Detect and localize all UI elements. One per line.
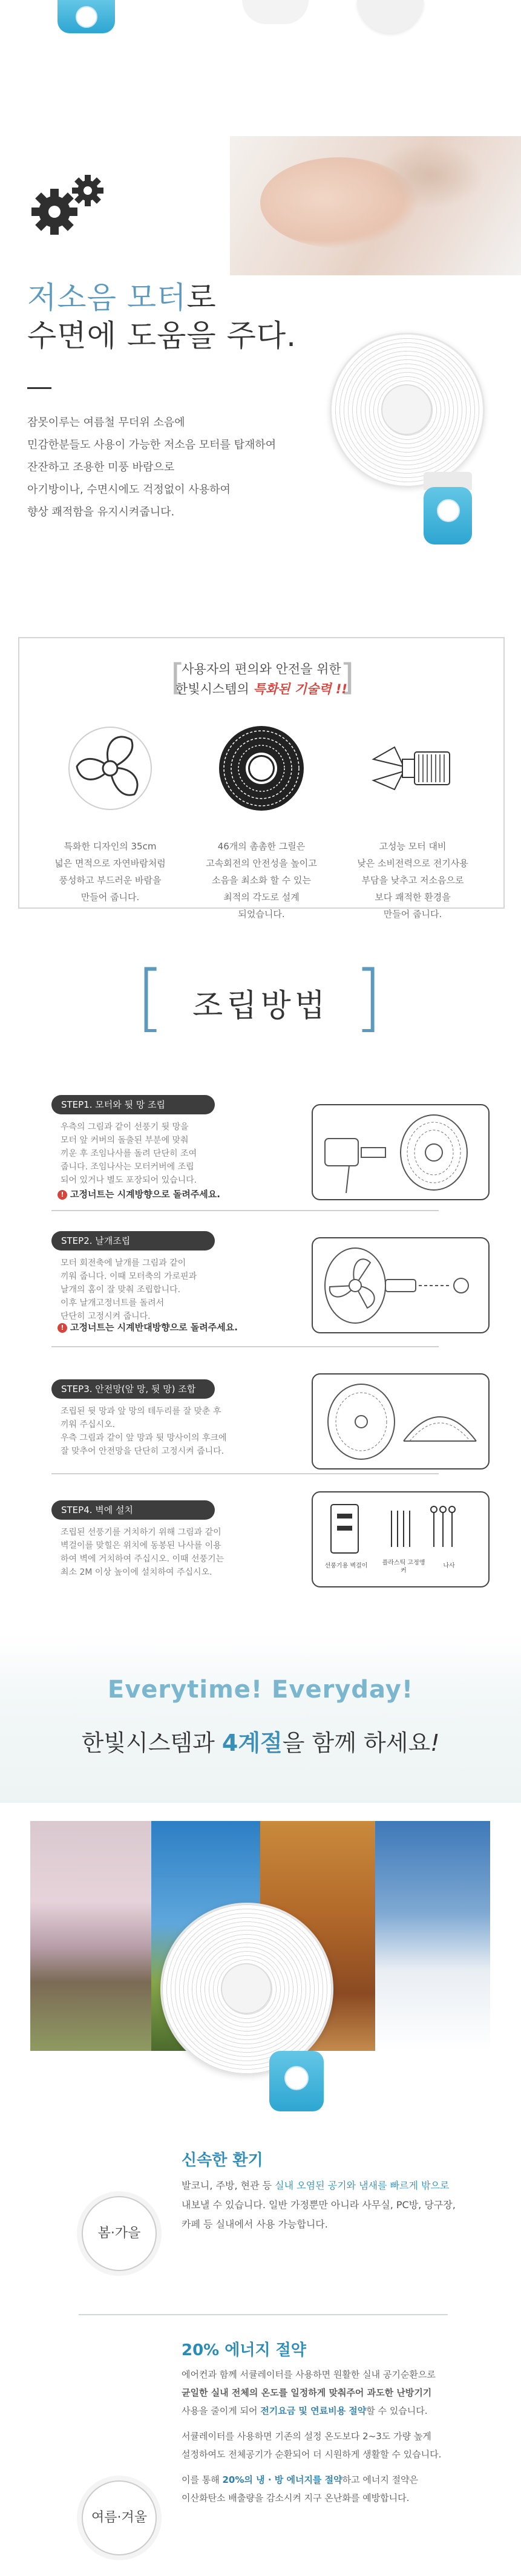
step4-text: 조립된 선풍기를 거치하기 위해 그림과 같이 벽걸이를 맞힐은 위치에 동봉된 나사를 이용 하여 벽에 거치하여 주십시오. 이때 선풍기는 최소 2M 이상 높이에 설치하여 주십시오. — [61, 1528, 224, 1577]
winter-photo — [375, 1821, 490, 2051]
tech-features-box — [18, 637, 505, 920]
everytime-headline: Everytime! Everyday! — [107, 1676, 414, 1704]
left-bracket: [ — [171, 656, 185, 699]
fan-knob — [437, 499, 460, 522]
right-bracket: ] — [340, 656, 355, 699]
step2-text: 모터 회전축에 날개를 그림과 같이 끼워 줍니다. 이때 모터축의 가로핀과 날개의 홈이 잘 맞춰 조립합니다. 이후 날개고정너트를 돌려서 단단히 고정시켜 줍니다. — [61, 1258, 197, 1321]
step3-illustration — [312, 1373, 490, 1469]
step-divider — [51, 1473, 439, 1474]
screw-label: 나사 — [443, 1563, 455, 1569]
step1-illustration — [312, 1104, 490, 1200]
summer-winter-title: 20% 에너지 절약 — [182, 2341, 306, 2359]
step1-label: STEP1. 모터와 뒷 망 조립 — [51, 1095, 215, 1114]
gears-icon — [27, 172, 118, 239]
spring-fall-card: 신속한 환기 발코니, 주방, 현관 등 실내 오염된 공기와 냄새를 빠르게 밖으로 내보낼 수 있습니다. 일반 가정뿐만 아니라 사무실, PC방, 당구장, 카페 등 실내에서 사용 가능합니다. — [182, 2151, 496, 2234]
warning-icon: ! — [57, 1323, 67, 1333]
fan-knob — [76, 6, 97, 28]
title-divider — [27, 387, 51, 389]
assembly-title: 조립방법 — [192, 988, 329, 1024]
step4-illustration — [312, 1491, 490, 1587]
step2-label: STEP2. 날개조립 — [51, 1231, 215, 1250]
fan-blade-icon — [65, 723, 156, 814]
anchor-label: 플라스틱 고정앵커 — [382, 1560, 425, 1574]
tech-item-3-text: 고성능 모터 대비 낮은 소비전력으로 전기사용 부담을 낮추고 저소음으로 보다 쾌적한 환경을 만들어 줍니다. — [357, 841, 468, 920]
collage-fan-knob — [284, 2066, 309, 2090]
safety-guard-icon — [313, 1375, 488, 1468]
fan-grille-icon — [216, 723, 307, 814]
step4-label: STEP4. 벽에 설치 — [51, 1500, 215, 1520]
motor-title-line1: 저소음 모터로 — [27, 280, 217, 315]
motor-rear-guard-icon — [313, 1105, 488, 1199]
top-product-strip — [0, 0, 521, 73]
wall-mount-label: 선풍기용 벽걸이 — [324, 1563, 368, 1569]
tech-item-1-text: 특화한 디자인의 35cm 넓은 면적으로 자연바람처럼 풍성하고 부드러운 바람을 만들어 줍니다. — [54, 841, 166, 903]
step1-text: 우측의 그림과 같이 선풍기 뒷 망을 모터 앞 커버의 돌출된 부분에 맞춰 끼운 후 조임나사를 돌려 단단히 조여 줍니다. 조임나사는 모터커버에 조립 되어 있거나 별도 포장되어 있습니다. — [61, 1122, 197, 1185]
summer-winter-card: 20% 에너지 절약 에어컨과 함께 서큘레이터를 사용하면 원활한 실내 공기순환으로 균일한 실내 전체의 온도를 일정하게 맞춰주어 과도한 난방기기 사용을 줄이게 되어 전기요금 및 연료비용 절약할 수 있습니다. 서큘레이터를 사용하면 기존의 설정 온도보다 2~3도 가량 높게 설정하여도 전체공기가 순환되어 더 시원하게 생활할 수 있습니다. 이를 통해 20%의 냉 · 방 에너지를 절약하고 에너지 절약은 이산화탄소 배출량을 감소시켜 지구 온난화를 예방합니다. — [182, 2341, 508, 2507]
low-noise-motor-section — [0, 136, 521, 572]
season-divider — [79, 2314, 448, 2315]
seasons-header — [0, 1633, 521, 1803]
spring-fall-title: 신속한 환기 — [182, 2151, 263, 2169]
motor-icon — [367, 723, 458, 814]
summer-winter-badge: 여름·겨울 — [82, 2480, 157, 2555]
fan-hub — [381, 384, 432, 435]
spring-fall-badge: 봄·가을 — [82, 2196, 157, 2271]
assembly-left-bracket: [ — [136, 956, 165, 1040]
tech-line2: 한빛시스템의 특화된 기술력 !! — [175, 682, 347, 696]
step-divider — [51, 1210, 439, 1211]
step2-illustration — [312, 1237, 490, 1333]
blade-mount-icon — [313, 1238, 488, 1332]
warning-icon: ! — [57, 1190, 67, 1200]
step3-text: 조립된 뒷 망과 앞 망의 테두리를 잘 맞춘 후 끼워 주십시오. 우측 그림과 같이 앞 망과 뒷 망사이의 후크에 잘 맞추어 안전망을 단단히 고정시켜 줍니다. — [61, 1407, 227, 1456]
assembly-right-bracket: ] — [354, 956, 382, 1040]
step-divider — [51, 1346, 439, 1347]
motor-description: 잠못이루는 여름철 무더위 소음에 민감한분들도 사용이 가능한 저소음 모터를 탑재하여 잔잔하고 조용한 미풍 바람으로 아기방이나, 수면시에도 걱정없이 사용하여 향상 쾌적함을 유지시켜줍니다. — [27, 416, 277, 518]
step3-label: STEP3. 안전망(앞 망, 뒷 망) 조합 — [51, 1379, 215, 1399]
tech-line1: 사용자의 편의와 안전을 위한 — [182, 662, 341, 676]
collage-fan-hub — [221, 1963, 272, 2014]
spring-cherry-blossom-photo — [30, 1821, 151, 2051]
step1-warning: ! 고정너트는 시계방향으로 돌려주세요. — [57, 1188, 220, 1200]
fan-round-crop — [357, 0, 424, 33]
four-seasons-subtitle: 한빛시스템과 4계절을 함께 하세요! — [81, 1730, 440, 1756]
tech-item-2-text: 46개의 촘촘한 그릴은 고속회전의 안전성을 높이고 소음을 최소화 할 수 있는 최적의 각도로 설계 되었습니다. — [206, 841, 317, 920]
fan-side-crop — [242, 0, 309, 24]
motor-title-line2: 수면에 도움을 주다. — [27, 318, 297, 353]
step2-warning: ! 고정너트는 시계반대방향으로 돌려주세요. — [57, 1321, 238, 1333]
baby-hair — [375, 142, 484, 209]
